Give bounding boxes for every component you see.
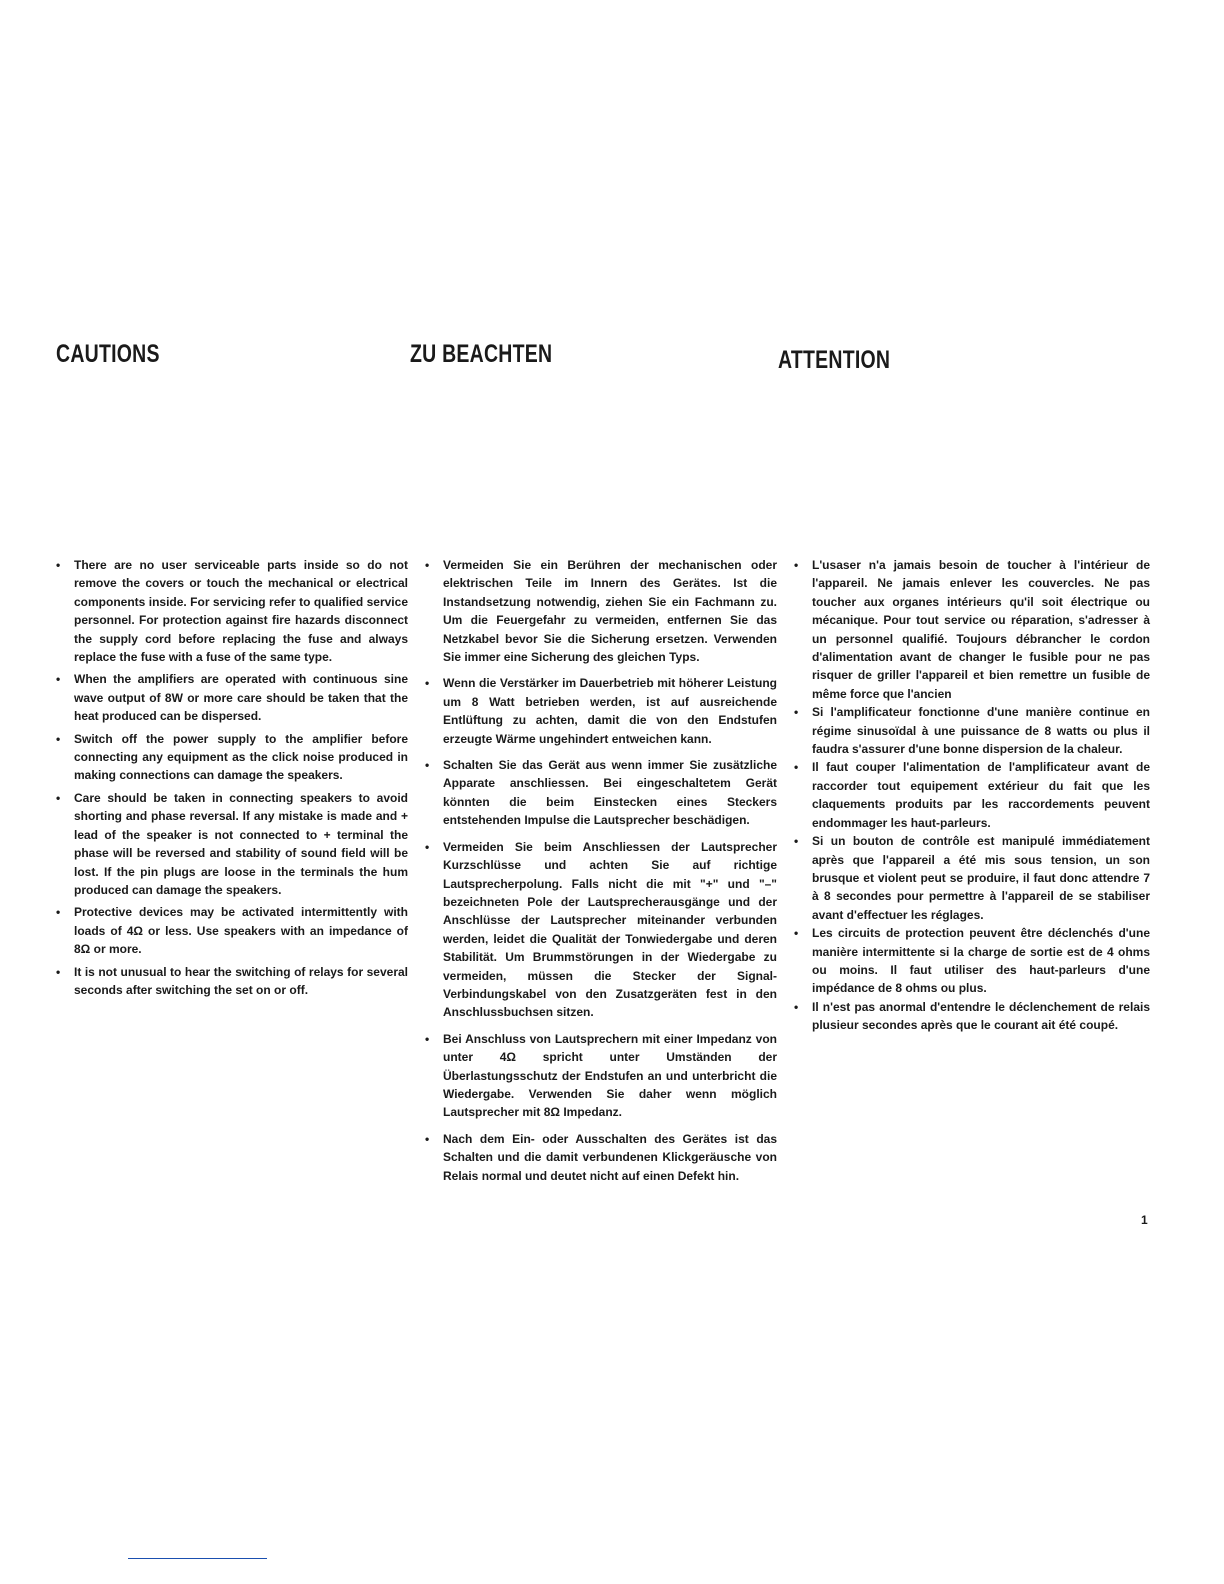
bullet-icon: • <box>56 964 61 979</box>
list-item-text: Wenn die Verstärker im Dauerbetrieb mit höherer Leistung um 8 Watt betrieben werden, ist auf ausreichende Entlüftung zu achten, damit die von den Endstufen erzeugte Wärme ungehindert entweichen kann. <box>443 676 777 746</box>
list-item-text: Les circuits de protection peuvent être déclenchés d'une manière intermittente si la charge de sortie est de 4 ohms ou moins. Il faut utiliser des haut-parleurs d'une impédance de 8 ohms ou plus. <box>812 926 1150 996</box>
bullet-icon: • <box>425 758 430 773</box>
bullet-icon: • <box>425 1131 430 1146</box>
bullet-icon: • <box>794 999 799 1014</box>
list-item <box>794 703 1150 758</box>
bullet-icon: • <box>56 731 61 746</box>
list-item-text: Il n'est pas anormal d'entendre le déclenchement de relais plusieur secondes après que le courant ait été coupé. <box>812 999 1150 1033</box>
heading-cautions: CAUTIONS <box>56 340 160 368</box>
list-item-text: Si l'amplificateur fonctionne d'une manière continue en régime sinusoïdal à une puissance de 8 watts ou plus il faudra s'assurer d'une bonne dispersion de la chaleur. <box>812 705 1150 757</box>
heading-attention: ATTENTION <box>778 346 891 374</box>
list-item <box>794 758 1150 832</box>
list-item <box>794 832 1150 924</box>
bullet-icon: • <box>425 558 430 572</box>
list-item-text: Schalten Sie das Gerät aus wenn immer Sie zusätzliche Apparate anschliessen. Bei eingeschaltetem Gerät könnten die beim Einstecken eines Steckers entstehenden Impulse die Lautsprecher beschädigen. <box>443 758 777 828</box>
list-item <box>425 1130 777 1185</box>
list-item <box>425 1030 777 1122</box>
list-item <box>56 963 408 1000</box>
list-item-text: Care should be taken in connecting speakers to avoid shorting and phase reversal. If any mistake is made and + lead of the speaker is not connected to + terminal the phase will be reversed and stability of sound field will be lost. If the pin plugs are loose in the terminals the hum produced can damage the speakers. <box>74 790 408 897</box>
list-item <box>56 730 408 785</box>
list-item-text: Bei Anschluss von Lautsprechern mit einer Impedanz von unter 4Ω spricht unter Umständen der Überlastungsschutz der Endstufen an und unterbricht die Wiedergabe. Verwenden Sie daher wenn möglich Lautsprecher mit 8Ω Impedanz. <box>443 1031 777 1120</box>
bullet-icon: • <box>56 790 61 805</box>
list-item <box>794 924 1150 998</box>
bullet-icon: • <box>794 558 799 572</box>
list-item-text: Vermeiden Sie ein Berühren der mechanischen oder elektrischen Teile im Innern des Gerätes. Ist die Instandsetzung notwendig, ziehen Sie ein Fachmann zu. Um die Feuergefahr zu vermeiden, entfernen Sie das Netzkabel bevor Sie die Sicherung ersetzen. Verwenden Sie immer eine Sicherung des gleichen Typs. <box>443 558 777 665</box>
bullet-icon: • <box>794 760 799 775</box>
page-number: 1 <box>1141 1213 1148 1227</box>
list-item <box>794 998 1150 1035</box>
list-item <box>425 556 777 666</box>
heading-zu-beachten: ZU BEACHTEN <box>410 340 553 368</box>
bullet-icon: • <box>425 676 430 691</box>
bullet-icon: • <box>794 705 799 720</box>
cautions-list-german <box>425 556 777 1193</box>
list-item-text: Si un bouton de contrôle est manipulé immédiatement après que l'appareil a été mis sous tension, un son brusque et violent peut se produire, il faut donc attendre 7 à 8 secondes pour permettre à l'appareil de se stabiliser avant d'effectuer les réglages. <box>812 834 1150 922</box>
list-item <box>56 903 408 958</box>
list-item <box>56 789 408 899</box>
list-item-text: There are no user serviceable parts inside so do not remove the covers or touch the mechanical or electrical components inside. For servicing refer to qualified service personnel. For protection against fire hazards disconnect the supply cord before replacing the fuse and always replace the fuse with a fuse of the same type. <box>74 558 408 665</box>
list-item <box>56 670 408 725</box>
list-item-text: It is not unusual to hear the switching of relays for several seconds after switching the set on or off. <box>74 964 408 997</box>
bullet-icon: • <box>56 905 61 920</box>
list-item-text: When the amplifiers are operated with continuous sine wave output of 8W or more care should be taken that the heat produced can be dispersed. <box>74 672 408 724</box>
list-item <box>56 556 408 666</box>
footer-rule <box>128 1558 267 1559</box>
bullet-icon: • <box>56 672 61 687</box>
bullet-icon: • <box>794 926 799 941</box>
bullet-icon: • <box>56 558 61 572</box>
cautions-list-french <box>794 556 1150 1035</box>
list-item <box>425 674 777 748</box>
list-item <box>425 838 777 1022</box>
list-item-text: Vermeiden Sie beim Anschliessen der Lautsprecher Kurzschlüsse und achten Sie auf richtige Lautsprecherpolung. Falls nicht die mit "+" und "–" bezeichneten Pole der Lautsprecherausgänge und der Anschlüsse der Lautsprecher miteinander verbunden werden, leidet die Qualität der Tonwiedergabe und deren Stabilität. Um Brummstörungen in der Wiedergabe zu vermeiden, müssen die Stecker der Signal-Verbindungskabel von den Zusatzgeräten fest in den Anschlussbuchsen sitzen. <box>443 839 777 1020</box>
list-item-text: Il faut couper l'alimentation de l'amplificateur avant de raccorder tout equipement extérieur du fait que les claquements produits par les raccordements peuvent endommager les haut-parleurs. <box>812 760 1150 830</box>
cautions-list-english <box>56 556 408 1003</box>
list-item <box>425 756 777 830</box>
list-item-text: Protective devices may be activated intermittently with loads of 4Ω or less. Use speakers with an impedance of 8Ω or more. <box>74 905 408 957</box>
list-item <box>794 556 1150 703</box>
bullet-icon: • <box>794 834 799 849</box>
bullet-icon: • <box>425 1031 430 1046</box>
list-item-text: Nach dem Ein- oder Ausschalten des Gerätes ist das Schalten und die damit verbundenen Klickgeräusche von Relais normal und deutet nicht auf einen Defekt hin. <box>443 1131 777 1183</box>
list-item-text: Switch off the power supply to the amplifier before connecting any equipment as the click noise produced in making connections can damage the speakers. <box>74 731 408 783</box>
bullet-icon: • <box>425 839 430 854</box>
list-item-text: L'usaser n'a jamais besoin de toucher à l'intérieur de l'appareil. Ne jamais enlever les couvercles. Ne pas toucher aux organes intérieurs qu'il soit électrique ou mécanique. Pour tout service ou réparation, s'adresser à un personnel qualifié. Toujours débrancher le cordon d'alimentation avant de changer le fusible pour ne pas risquer de griller l'appareil et bien remettre un fusible de même force que l'ancien <box>812 558 1150 701</box>
